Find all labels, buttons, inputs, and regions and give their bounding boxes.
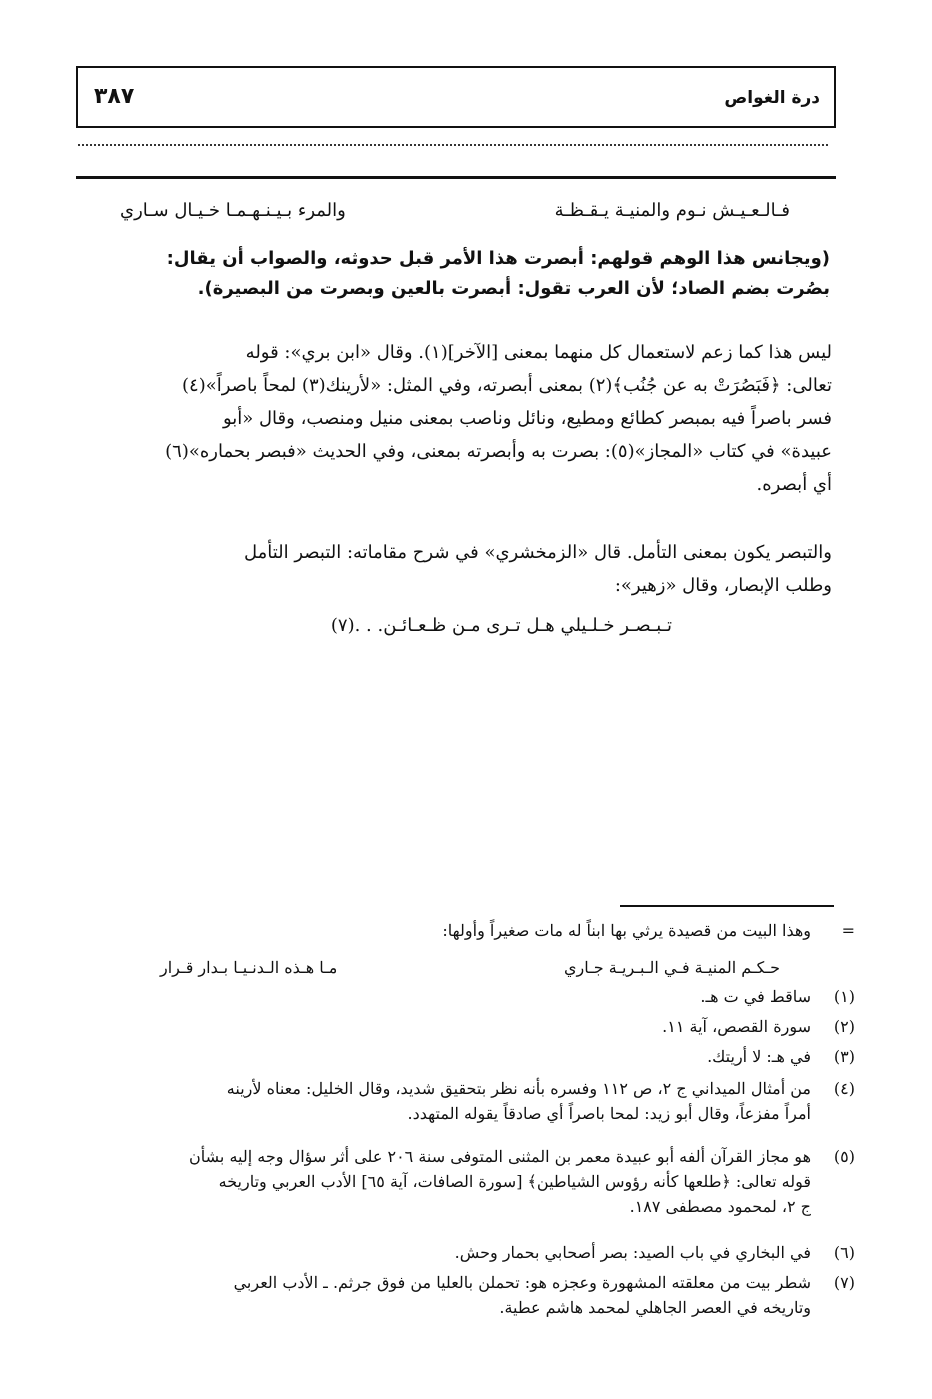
footnote-continuation bbox=[80, 918, 855, 943]
footnote bbox=[80, 1044, 855, 1069]
text-line: ليس هذا كما زعم لاستعمال كل منهما بمعنى [الآخر](١). وقال «ابن بري»: قوله bbox=[245, 342, 832, 363]
verse-second-hemistich: والمرء بـيـنـهـمـا خـيـال سـاري bbox=[120, 200, 346, 221]
body-paragraph bbox=[80, 536, 832, 602]
text-line: أي أبصره. bbox=[756, 474, 832, 495]
text-line: والتبصر يكون بمعنى التأمل. قال «الزمخشري» في شرح مقاماته: التبصر التأمل bbox=[243, 542, 832, 563]
running-title: درة الغواص bbox=[724, 88, 820, 108]
footnote bbox=[80, 1076, 855, 1126]
footnote-number: (١) bbox=[833, 987, 855, 1006]
text-line: وتاريخه في العصر الجاهلي لمحمد هاشم عطية. bbox=[499, 1298, 811, 1317]
footnote-number: (٤) bbox=[833, 1079, 855, 1098]
footnote-number: (٦) bbox=[833, 1243, 855, 1262]
footnote bbox=[80, 1270, 855, 1320]
footnote-number: (٣) bbox=[833, 1047, 855, 1066]
text-line: في هـ: لا أريتك. bbox=[707, 1047, 811, 1066]
text-line: عبيدة» في كتاب «المجاز»(٥): بصرت به وأبصرته بمعنى، وفي الحديث «فبصر بحماره»(٦) bbox=[165, 441, 832, 462]
quoted-hemistich: تـبـصـر خـلـيلي هـل تـرى مـن ظـعـائـن. . .(٧) bbox=[330, 615, 672, 636]
text-line: وهذا البيت من قصيدة يرثي بها ابناً له مات صغيراً وأولها: bbox=[442, 921, 811, 940]
footnote-number: (٧) bbox=[833, 1273, 855, 1292]
text-line: وطلب الإبصار، وقال «زهير»: bbox=[614, 575, 832, 596]
text-line: بصُرت بضم الصاد؛ لأن العرب تقول: أبصرت بالعين وبصرت من البصيرة). bbox=[197, 278, 830, 299]
footnote-rule bbox=[620, 905, 834, 907]
text-line: (ويجانس هذا الوهم قولهم: أبصرت هذا الأمر قبل حدوثه، والصواب أن يقال: bbox=[166, 248, 830, 269]
text-line: في البخاري في باب الصيد: بصر أصحابي بحمار وحش. bbox=[454, 1243, 811, 1262]
top-rule bbox=[76, 176, 836, 179]
verse-first-hemistich: فـالـعـيـش نـوم والمنيـة يـقـظـة bbox=[554, 200, 790, 221]
footnote-number: (٢) bbox=[833, 1017, 855, 1036]
text-line: سورة القصص، آية ١١. bbox=[662, 1017, 811, 1036]
verse-second-hemistich: مـا هـذه الـدنـيـا بـدار قـرار bbox=[160, 958, 338, 977]
text-line: أمراً مفزعاً، وقال أبو زيد: لمحا باصراً أي صادقاً يقوله المتهدد. bbox=[407, 1104, 811, 1123]
body-paragraph bbox=[80, 336, 832, 501]
footnote bbox=[80, 1240, 855, 1265]
page-header bbox=[76, 66, 836, 128]
footnote bbox=[80, 984, 855, 1009]
footnote-number: (٥) bbox=[833, 1147, 855, 1166]
bold-paragraph bbox=[80, 244, 830, 304]
text-line: هو مجاز القرآن ألفه أبو عبيدة معمر بن المثنى المتوفى سنة ٢٠٦ على أثر سؤال وجه إليه بشأن bbox=[189, 1147, 811, 1166]
text-line: فسر باصراً فيه بمبصر كطائع ومطيع، ونائل وناصب بمعنى منيل ومنصب، وقال «أبو bbox=[222, 408, 832, 429]
footnote bbox=[80, 1014, 855, 1039]
page-number: ٣٨٧ bbox=[94, 84, 135, 109]
text-line: من أمثال الميداني ج ٢، ص ١١٢ وفسره بأنه نظر بتحقيق شديد، وقال الخليل: معناه لأرينه bbox=[226, 1079, 811, 1098]
text-line: ساقط في ت هـ. bbox=[700, 987, 811, 1006]
text-line: ج ٢، لمحمود مصطفى ١٨٧. bbox=[629, 1197, 811, 1216]
footnote-verse bbox=[160, 958, 780, 984]
footnote bbox=[80, 1144, 855, 1219]
text-line: تعالى: ﴿فَبَصُرَتْ به عن جُنُب﴾(٢) بمعنى أبصرته، وفي المثل: «لأرينك(٣) لمحاً باصراً»(٤) bbox=[182, 375, 832, 396]
continuation-marker: = bbox=[841, 921, 855, 940]
text-line: قوله تعالى: ﴿طلعها كأنه رؤوس الشياطين﴾ [سورة الصافات، آية ٦٥] الأدب العربي وتاريخه bbox=[218, 1172, 811, 1191]
poem-verse bbox=[120, 200, 790, 230]
dotted-separator bbox=[78, 134, 828, 146]
text-line: شطر بيت من معلقته المشهورة وعجزه هو: تحملن بالعليا من فوق جرثم. ـ الأدب العربي bbox=[233, 1273, 811, 1292]
verse-first-hemistich: حـكـم المنيـة فـي الـبـريـة جـاري bbox=[563, 958, 780, 977]
